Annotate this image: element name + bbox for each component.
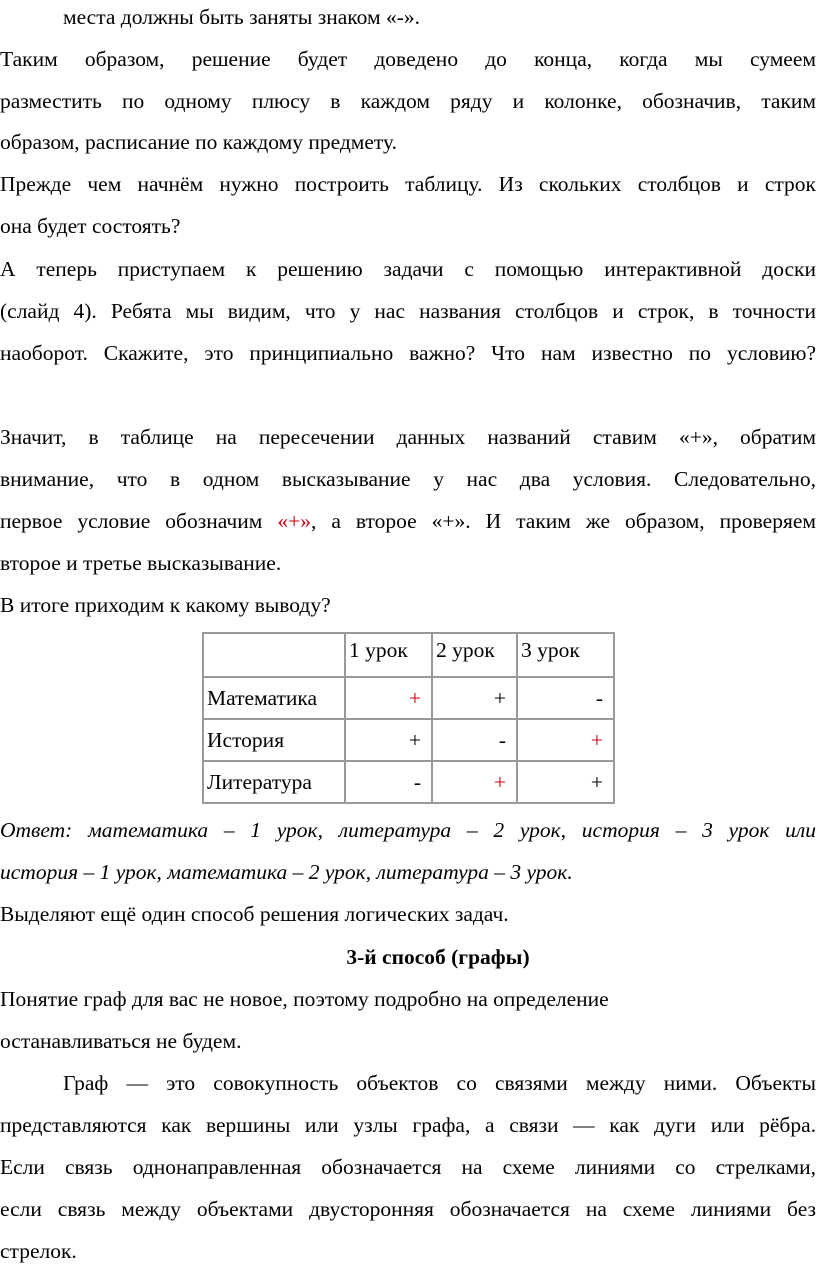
subject-cell: Литература <box>203 761 345 803</box>
text-line: стрелок. <box>0 1239 77 1263</box>
text-line: представляются как вершины или узлы графа, а связи — как дуги или рёбра. <box>0 1113 816 1137</box>
text-line: Понятие граф для вас не новое, поэтому подробно на определение <box>0 987 609 1011</box>
text-line: Граф — это совокупность объектов со связями между ними. Объекты <box>63 1071 816 1095</box>
text-line: внимание, что в одном высказывание у нас два условия. Следовательно, <box>0 467 816 491</box>
text-line <box>0 508 816 534</box>
table-header-cell: 3 урок <box>517 633 614 677</box>
mark-cell: + <box>345 719 432 761</box>
mark-cell: + <box>517 761 614 803</box>
table-header-cell: 1 урок <box>345 633 432 677</box>
text-line: разместить по одному плюсу в каждом ряду и колонке, обозначив, таким <box>0 89 816 113</box>
text-line: места должны быть заняты знаком «-». <box>63 5 420 29</box>
text-line: второе и третье высказывание. <box>0 551 282 575</box>
red-plus-mark: «+» <box>277 509 311 533</box>
text-line: останавливаться не будем. <box>0 1029 242 1053</box>
text-fragment: первое условие обозначим <box>0 509 278 533</box>
text-line: (слайд 4). Ребята мы видим, что у нас названия столбцов и строк, в точности <box>0 299 816 323</box>
text-line: Выделяют ещё один способ решения логических задач. <box>0 902 509 926</box>
section-heading: 3-й способ (графы) <box>346 945 530 969</box>
mark-cell: + <box>345 677 432 719</box>
text-line: она будет состоять? <box>0 214 181 238</box>
answer-line: Ответ: математика – 1 урок, литература – 2 урок, история – 3 урок или <box>0 818 816 842</box>
text-line: наоборот. Скажите, это принципиально важно? Что нам известно по условию? <box>0 341 816 365</box>
mark-cell: + <box>432 761 517 803</box>
text-line: Прежде чем начнём нужно построить таблицу. Из скольких столбцов и строк <box>0 172 816 196</box>
table-row <box>203 719 614 761</box>
text-line: В итоге приходим к какому выводу? <box>0 593 331 617</box>
text-line: если связь между объектами двусторонняя обозначается на схеме линиями без <box>0 1197 816 1221</box>
table-header-row <box>203 633 614 677</box>
text-line: образом, расписание по каждому предмету. <box>0 130 398 154</box>
answer-line: история – 1 урок, математика – 2 урок, литература – 3 урок. <box>0 860 573 884</box>
text-line: А теперь приступаем к решению задачи с помощью интерактивной доски <box>0 257 816 281</box>
mark-cell: - <box>345 761 432 803</box>
mark-cell: + <box>517 719 614 761</box>
text-fragment: , а второе «+». И таким же образом, проверяем <box>310 509 816 533</box>
mark-cell: + <box>432 677 517 719</box>
table-header-cell: 2 урок <box>432 633 517 677</box>
schedule-table <box>202 632 615 804</box>
subject-cell: Математика <box>203 677 345 719</box>
mark-cell: - <box>517 677 614 719</box>
mark-cell: - <box>432 719 517 761</box>
text-line: Таким образом, решение будет доведено до конца, когда мы сумеем <box>0 47 816 71</box>
text-line: Если связь однонаправленная обозначается на схеме линиями со стрелками, <box>0 1155 816 1179</box>
table-row <box>203 677 614 719</box>
table-row <box>203 761 614 803</box>
text-line: Значит, в таблице на пересечении данных названий ставим «+», обратим <box>0 425 816 449</box>
subject-cell: История <box>203 719 345 761</box>
table-header-cell <box>203 633 345 677</box>
